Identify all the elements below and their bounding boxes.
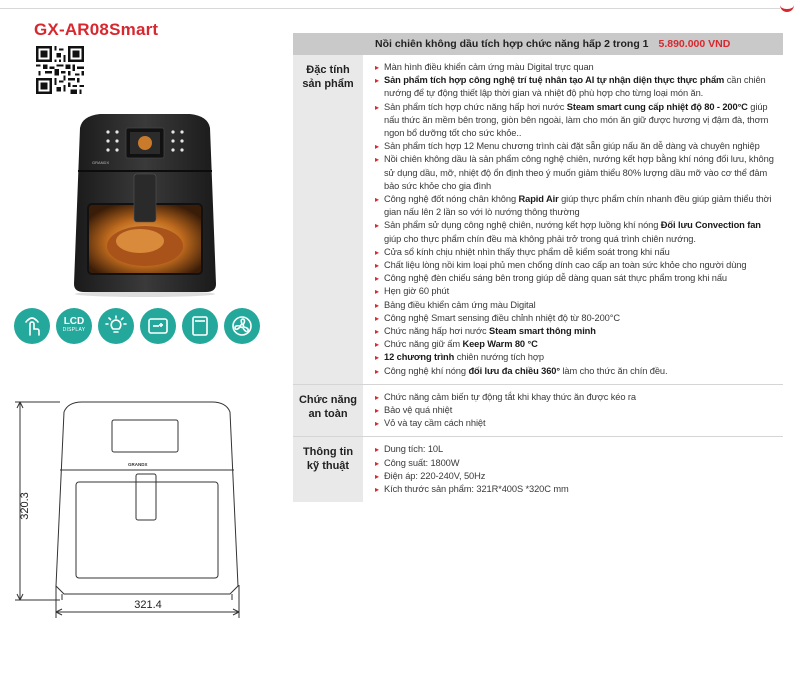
spec-list <box>375 61 777 378</box>
lcd-display-icon: LCD DISPLAY <box>56 308 92 344</box>
spec-text: chiên nướng tích hợp <box>454 352 544 363</box>
spec-text: Nồi chiên không dầu là sản phẩm công nghệ chiên, nướng kết hợp bằng khí nóng đối lưu, không sử dụng dầu, mỡ, nhiệt độ ổn định theo ý muốn giảm thiểu 80% lượng dầu mỡ vào cơ thể đảm bảo sức khỏe cho gia đình <box>384 154 774 191</box>
spec-text: Điện áp: 220-240V, 50Hz <box>384 470 486 481</box>
spec-text: Công nghệ đốt nóng chân không <box>384 194 519 205</box>
svg-text:GRANDX: GRANDX <box>92 160 110 165</box>
spec-list-item <box>375 312 777 325</box>
spec-text: Sản phẩm sử dụng công nghệ chiên, nướng kết hợp luồng khí nóng <box>384 220 661 231</box>
spec-row-technical <box>293 437 783 502</box>
spec-highlight-text: 12 chương trình <box>384 352 455 363</box>
spec-highlight-text: Steam smart cung cấp nhiệt độ 80 - 200°C <box>566 101 748 112</box>
spec-highlight-text: đối lưu đa chiều 360° <box>468 365 560 376</box>
spec-highlight-text: Steam smart thông minh <box>489 326 596 337</box>
spec-text: giúp nấu thức ăn mềm bên trong, giòn bên ngoài, làm cho món ăn giữ được hương vị đậm đà, thơm ngon bổ dưỡng tốt cho sức khỏe.. <box>384 101 769 139</box>
spec-list-item <box>375 299 777 312</box>
spec-row-label-line: Đặc tính <box>306 64 350 76</box>
spec-text: giúp cho thực phẩm chín đều mà không phải trở trong quá trình chiên nướng. <box>384 233 696 244</box>
spec-row-label <box>293 437 363 502</box>
spec-header <box>293 33 783 55</box>
spec-row-label-line: sản phẩm <box>302 78 354 90</box>
spec-text: Công nghệ khí nóng <box>384 365 469 376</box>
brand-corner-mark <box>780 0 794 12</box>
height-dimension-label: 320.3 <box>19 492 31 520</box>
spec-row-label-line: Thông tin <box>302 446 354 459</box>
spec-text: Sản phẩm tích hợp 12 Menu chương trình cài đặt sẵn giúp nấu ăn dễ dàng và chuyên nghiệp <box>384 141 760 152</box>
spec-text: Dung tích: 10L <box>384 444 444 455</box>
spec-list-item <box>375 483 777 496</box>
spec-list-item <box>375 219 777 245</box>
spec-list-item <box>375 365 777 378</box>
touch-icon <box>14 308 50 344</box>
spec-list-item <box>375 417 777 430</box>
spec-list-item <box>375 391 777 404</box>
spec-list-item <box>375 74 777 100</box>
spec-text: Công nghệ Smart sensing điều chỉnh nhiệt độ từ 80-200°C <box>384 312 620 323</box>
spec-text: Chức năng hấp hơi nước <box>384 326 490 337</box>
spec-text: Công nghệ đèn chiếu sáng bên trong giúp dễ dàng quan sát thực phẩm trong khi nấu <box>384 273 727 284</box>
spec-list-item <box>375 325 777 338</box>
spec-row-label-line: an toàn <box>308 407 348 420</box>
spec-list-item <box>375 272 777 285</box>
spec-highlight-text: Sản phẩm tích hợp công nghệ trí tuệ nhân tạo AI tự nhận diện thực thực phẩm <box>384 75 725 86</box>
spec-table <box>293 33 783 502</box>
spec-list-item <box>375 404 777 417</box>
spec-list-item <box>375 351 777 364</box>
spec-text: Hẹn giờ 60 phút <box>384 286 450 297</box>
spec-list-item <box>375 285 777 298</box>
spec-text: Cửa sổ kính chịu nhiệt nhìn thấy thực phẩm dễ kiểm soát trong khi nấu <box>384 246 670 257</box>
spec-list-item <box>375 246 777 259</box>
spec-row-label <box>293 385 363 437</box>
spec-text: Bảo vệ quá nhiệt <box>384 405 453 416</box>
spec-list-item <box>375 470 777 483</box>
spec-row-features <box>293 55 783 385</box>
spec-text: Kích thước sản phẩm: 321R*400S *320C mm <box>384 484 569 495</box>
spec-list-item <box>375 61 777 74</box>
spec-list-item <box>375 443 777 456</box>
spec-row-safety <box>293 385 783 438</box>
spec-text: Màn hình điều khiển cảm ứng màu Digital trực quan <box>384 62 594 72</box>
program-screen-icon <box>140 308 176 344</box>
spec-row-label <box>293 55 363 384</box>
spec-highlight-text: Đối lưu Convection fan <box>660 220 761 231</box>
spec-text: Sản phẩm tích hợp chức năng hấp hơi nước <box>384 101 567 112</box>
spec-text: Chất liệu lòng nồi kim loại phủ men chống dính cao cấp an toàn sức khỏe cho người dùng <box>384 260 747 271</box>
model-name: GX-AR08Smart <box>34 20 159 39</box>
spec-list-item <box>375 140 777 153</box>
spec-text: giúp thực phẩm chín nhanh đều giúp giảm thiểu thời gian nấu lên 2 lần so với lò nướng thông thường <box>384 194 772 218</box>
spec-list-item <box>375 101 777 141</box>
spec-list <box>375 391 777 431</box>
spec-text: Công suất: 1800W <box>384 457 460 468</box>
spec-row-label-line: kỹ thuật <box>306 460 350 473</box>
product-title: Nồi chiên không dầu tích hợp chức năng hấp 2 trong 1 <box>375 38 649 50</box>
window-icon <box>182 308 218 344</box>
spec-list-item <box>375 457 777 470</box>
width-dimension-label: 321.4 <box>134 599 162 611</box>
spec-list <box>375 443 777 496</box>
spec-list-item <box>375 153 777 193</box>
spec-text: Bảng điều khiển cảm ứng màu Digital <box>384 299 536 310</box>
spec-list-item <box>375 338 777 351</box>
spec-text: Chức năng giữ ấm <box>384 339 463 350</box>
air-fryer-product-image <box>60 108 230 298</box>
spec-row-label-line: Chức năng <box>298 393 358 406</box>
feature-icons-row <box>14 308 270 350</box>
spec-list-item <box>375 259 777 272</box>
fan-icon <box>224 308 260 344</box>
spec-highlight-text: Keep Warm 80 °C <box>462 339 538 350</box>
spec-list-item <box>375 193 777 219</box>
light-bulb-icon <box>98 308 134 344</box>
spec-text: Vỏ và tay cầm cách nhiệt <box>384 418 486 429</box>
spec-text: làm cho thức ăn chín đều. <box>559 365 668 376</box>
product-price: 5.890.000 VND <box>658 38 731 50</box>
qr-code[interactable] <box>36 46 84 94</box>
spec-text: Chức năng cảm biến tự động tắt khi khay thức ăn được kéo ra <box>384 391 636 402</box>
spec-text: cần chiên nướng để tự động thiết lập thời gian và nhiệt độ phù hợp cho từng loại món ăn. <box>384 75 766 99</box>
top-divider <box>0 8 780 9</box>
dimension-drawing <box>10 390 260 630</box>
spec-highlight-text: Rapid Air <box>518 194 559 205</box>
dimension-brand-label: GRANDX <box>128 462 148 467</box>
